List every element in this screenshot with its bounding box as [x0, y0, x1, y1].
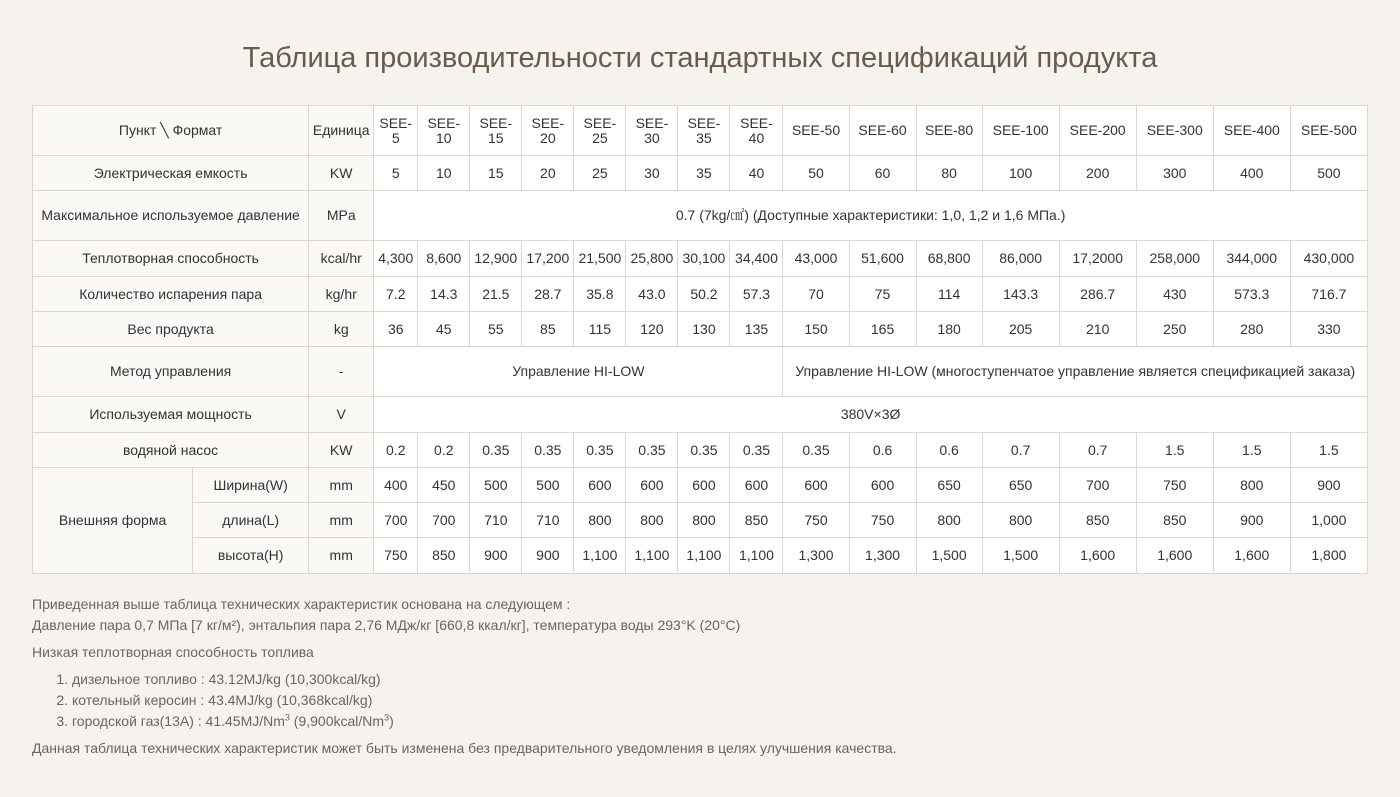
table-cell: 0.2	[418, 433, 470, 468]
table-cell: 710	[522, 503, 574, 538]
table-cell: 17,2000	[1059, 241, 1136, 277]
table-cell: 1,100	[730, 538, 783, 574]
spec-table	[32, 105, 1368, 574]
table-cell: 30	[626, 156, 678, 191]
table-cell: 850	[1059, 503, 1136, 538]
table-cell: 1.5	[1290, 433, 1367, 468]
model-header: SEE-5	[374, 106, 418, 156]
row-unit: MPa	[309, 191, 374, 241]
row-label: Максимальное используемое давление	[33, 191, 309, 241]
row-height	[33, 538, 1368, 574]
table-cell: 600	[574, 468, 626, 503]
table-cell: 500	[522, 468, 574, 503]
model-header: SEE-25	[574, 106, 626, 156]
row-pressure	[33, 191, 1368, 241]
table-cell: 1,300	[849, 538, 916, 574]
table-cell: 258,000	[1136, 241, 1213, 277]
table-cell: 750	[849, 503, 916, 538]
model-header: SEE-40	[730, 106, 783, 156]
fuel-text: )	[389, 713, 394, 729]
table-cell: 850	[1136, 503, 1213, 538]
table-cell: 20	[522, 156, 574, 191]
table-cell: 750	[374, 538, 418, 574]
model-header: SEE-500	[1290, 106, 1367, 156]
table-cell: 450	[418, 468, 470, 503]
table-cell: 1,500	[982, 538, 1059, 574]
table-cell: 716.7	[1290, 277, 1367, 312]
control-value-b: Управление HI-LOW (многоступенчатое управление является спецификацией заказа)	[783, 347, 1368, 397]
table-cell: 330	[1290, 312, 1367, 347]
row-label: водяной насос	[33, 433, 309, 468]
table-cell: 0.35	[522, 433, 574, 468]
table-cell: 30,100	[678, 241, 730, 277]
model-header: SEE-400	[1213, 106, 1290, 156]
table-cell: 43.0	[626, 277, 678, 312]
table-cell: 120	[626, 312, 678, 347]
external-form-label: Внешняя форма	[33, 468, 193, 574]
table-cell: 900	[1290, 468, 1367, 503]
table-cell: 143.3	[982, 277, 1059, 312]
table-cell: 0.35	[730, 433, 783, 468]
row-unit: -	[309, 347, 374, 397]
table-cell: 25,800	[626, 241, 678, 277]
table-cell: 800	[678, 503, 730, 538]
row-unit: KW	[309, 433, 374, 468]
table-cell: 600	[678, 468, 730, 503]
row-electric	[33, 156, 1368, 191]
model-header: SEE-20	[522, 106, 574, 156]
fuel-text: котельный керосин : 43.4MJ/kg (10,368kcal/kg)	[72, 692, 373, 708]
table-cell: 430,000	[1290, 241, 1367, 277]
table-cell: 430	[1136, 277, 1213, 312]
table-cell: 1,600	[1213, 538, 1290, 574]
table-cell: 800	[916, 503, 982, 538]
table-cell: 0.35	[574, 433, 626, 468]
item-format-header: Пункт ╲ Формат	[33, 106, 309, 156]
header-row	[33, 106, 1368, 156]
table-cell: 800	[574, 503, 626, 538]
table-cell: 25	[574, 156, 626, 191]
table-cell: 800	[1213, 468, 1290, 503]
table-cell: 150	[783, 312, 849, 347]
fuel-text: дизельное топливо : 43.12MJ/kg (10,300kcal/kg)	[72, 671, 381, 687]
table-cell: 35.8	[574, 277, 626, 312]
table-cell: 5	[374, 156, 418, 191]
table-cell: 710	[470, 503, 522, 538]
table-cell: 210	[1059, 312, 1136, 347]
fuel-text: (9,900kcal/Nm	[289, 713, 385, 729]
table-cell: 300	[1136, 156, 1213, 191]
superscript: 3	[384, 712, 390, 723]
spec-notes	[32, 594, 1368, 759]
table-cell: 500	[470, 468, 522, 503]
table-cell: 130	[678, 312, 730, 347]
note-basis: Приведенная выше таблица технических характеристик основана на следующем :	[32, 596, 571, 612]
power-value: 380V×3Ø	[374, 397, 1368, 433]
table-cell: 1.5	[1213, 433, 1290, 468]
table-cell: 4,300	[374, 241, 418, 277]
row-length	[33, 503, 1368, 538]
table-cell: 0.6	[849, 433, 916, 468]
model-header: SEE-15	[470, 106, 522, 156]
table-cell: 75	[849, 277, 916, 312]
note-conditions: Давление пара 0,7 МПа [7 кг/м²), энтальпия пара 2,76 МДж/кг [660,8 ккал/кг], температура воды 293°K (20°C)	[32, 617, 741, 633]
page-title: Таблица производительности стандартных спецификаций продукта	[242, 42, 1158, 74]
table-cell: 0.35	[783, 433, 849, 468]
table-cell: 15	[470, 156, 522, 191]
table-cell: 51,600	[849, 241, 916, 277]
row-unit: mm	[309, 503, 374, 538]
table-cell: 344,000	[1213, 241, 1290, 277]
table-cell: 600	[730, 468, 783, 503]
table-cell: 750	[783, 503, 849, 538]
table-cell: 60	[849, 156, 916, 191]
table-cell: 34,400	[730, 241, 783, 277]
table-cell: 900	[522, 538, 574, 574]
row-unit: kg	[309, 312, 374, 347]
table-cell: 900	[1213, 503, 1290, 538]
table-cell: 600	[849, 468, 916, 503]
table-cell: 573.3	[1213, 277, 1290, 312]
table-cell: 114	[916, 277, 982, 312]
table-cell: 286.7	[1059, 277, 1136, 312]
row-label: Теплотворная способность	[33, 241, 309, 277]
table-cell: 0.35	[470, 433, 522, 468]
table-cell: 86,000	[982, 241, 1059, 277]
table-cell: 700	[374, 503, 418, 538]
list-item	[72, 711, 1368, 732]
row-label: высота(H)	[193, 538, 309, 574]
table-cell: 0.7	[1059, 433, 1136, 468]
list-item	[72, 690, 1368, 711]
row-label: Вес продукта	[33, 312, 309, 347]
row-pump	[33, 433, 1368, 468]
table-cell: 0.2	[374, 433, 418, 468]
table-cell: 43,000	[783, 241, 849, 277]
pressure-value: 0.7 (7kg/㎠) (Доступные характеристики: 1,0, 1,2 и 1,6 МПа.)	[374, 191, 1368, 241]
model-header: SEE-10	[418, 106, 470, 156]
table-cell: 12,900	[470, 241, 522, 277]
table-cell: 280	[1213, 312, 1290, 347]
model-header: SEE-200	[1059, 106, 1136, 156]
table-cell: 1,300	[783, 538, 849, 574]
table-cell: 57.3	[730, 277, 783, 312]
table-cell: 50.2	[678, 277, 730, 312]
table-cell: 600	[626, 468, 678, 503]
table-cell: 1,100	[574, 538, 626, 574]
row-unit: KW	[309, 156, 374, 191]
table-cell: 1,600	[1059, 538, 1136, 574]
table-cell: 0.35	[626, 433, 678, 468]
row-heat	[33, 241, 1368, 277]
table-cell: 700	[418, 503, 470, 538]
table-cell: 250	[1136, 312, 1213, 347]
table-cell: 0.6	[916, 433, 982, 468]
model-header: SEE-50	[783, 106, 849, 156]
table-cell: 100	[982, 156, 1059, 191]
model-header: SEE-300	[1136, 106, 1213, 156]
table-cell: 45	[418, 312, 470, 347]
control-value-a: Управление HI-LOW	[374, 347, 783, 397]
model-header: SEE-30	[626, 106, 678, 156]
model-header: SEE-60	[849, 106, 916, 156]
table-cell: 115	[574, 312, 626, 347]
table-cell: 650	[916, 468, 982, 503]
row-unit: kg/hr	[309, 277, 374, 312]
row-unit: mm	[309, 538, 374, 574]
table-cell: 165	[849, 312, 916, 347]
table-cell: 1,100	[678, 538, 730, 574]
table-cell: 36	[374, 312, 418, 347]
table-cell: 750	[1136, 468, 1213, 503]
table-cell: 800	[626, 503, 678, 538]
table-cell: 50	[783, 156, 849, 191]
table-cell: 7.2	[374, 277, 418, 312]
table-cell: 70	[783, 277, 849, 312]
fuel-text: городской газ(13A) : 41.45MJ/Nm	[72, 713, 285, 729]
table-cell: 650	[982, 468, 1059, 503]
fuel-list	[32, 669, 1368, 732]
table-cell: 200	[1059, 156, 1136, 191]
table-cell: 1,600	[1136, 538, 1213, 574]
list-item	[72, 669, 1368, 690]
table-cell: 10	[418, 156, 470, 191]
table-cell: 180	[916, 312, 982, 347]
table-cell: 35	[678, 156, 730, 191]
row-steam	[33, 277, 1368, 312]
row-width	[33, 468, 1368, 503]
row-control	[33, 347, 1368, 397]
table-cell: 850	[730, 503, 783, 538]
table-cell: 0.35	[678, 433, 730, 468]
table-cell: 40	[730, 156, 783, 191]
row-label: длина(L)	[193, 503, 309, 538]
row-unit: kcal/hr	[309, 241, 374, 277]
table-cell: 500	[1290, 156, 1367, 191]
table-cell: 900	[470, 538, 522, 574]
row-label: Ширина(W)	[193, 468, 309, 503]
model-header: SEE-80	[916, 106, 982, 156]
superscript: 3	[284, 712, 290, 723]
table-cell: 1,100	[626, 538, 678, 574]
table-cell: 85	[522, 312, 574, 347]
table-cell: 0.7	[982, 433, 1059, 468]
model-header: SEE-35	[678, 106, 730, 156]
table-cell: 55	[470, 312, 522, 347]
table-cell: 205	[982, 312, 1059, 347]
table-cell: 1,500	[916, 538, 982, 574]
table-cell: 400	[374, 468, 418, 503]
table-cell: 21.5	[470, 277, 522, 312]
row-unit: mm	[309, 468, 374, 503]
table-cell: 8,600	[418, 241, 470, 277]
note-fuel-heading: Низкая теплотворная способность топлива	[32, 644, 314, 660]
row-unit: V	[309, 397, 374, 433]
row-label: Электрическая емкость	[33, 156, 309, 191]
table-cell: 1.5	[1136, 433, 1213, 468]
table-cell: 600	[783, 468, 849, 503]
table-cell: 400	[1213, 156, 1290, 191]
table-cell: 14.3	[418, 277, 470, 312]
row-label: Метод управления	[33, 347, 309, 397]
table-cell: 28.7	[522, 277, 574, 312]
row-power	[33, 397, 1368, 433]
table-cell: 1,000	[1290, 503, 1367, 538]
note-disclaimer: Данная таблица технических характеристик может быть изменена без предварительного уведомления в целях улучшения качества.	[32, 740, 897, 756]
table-cell: 1,800	[1290, 538, 1367, 574]
row-label: Количество испарения пара	[33, 277, 309, 312]
unit-header: Единица	[309, 106, 374, 156]
table-cell: 800	[982, 503, 1059, 538]
table-cell: 21,500	[574, 241, 626, 277]
table-cell: 17,200	[522, 241, 574, 277]
table-cell: 700	[1059, 468, 1136, 503]
table-cell: 135	[730, 312, 783, 347]
row-label: Используемая мощность	[33, 397, 309, 433]
table-cell: 68,800	[916, 241, 982, 277]
model-header: SEE-100	[982, 106, 1059, 156]
table-cell: 850	[418, 538, 470, 574]
table-cell: 80	[916, 156, 982, 191]
row-weight	[33, 312, 1368, 347]
